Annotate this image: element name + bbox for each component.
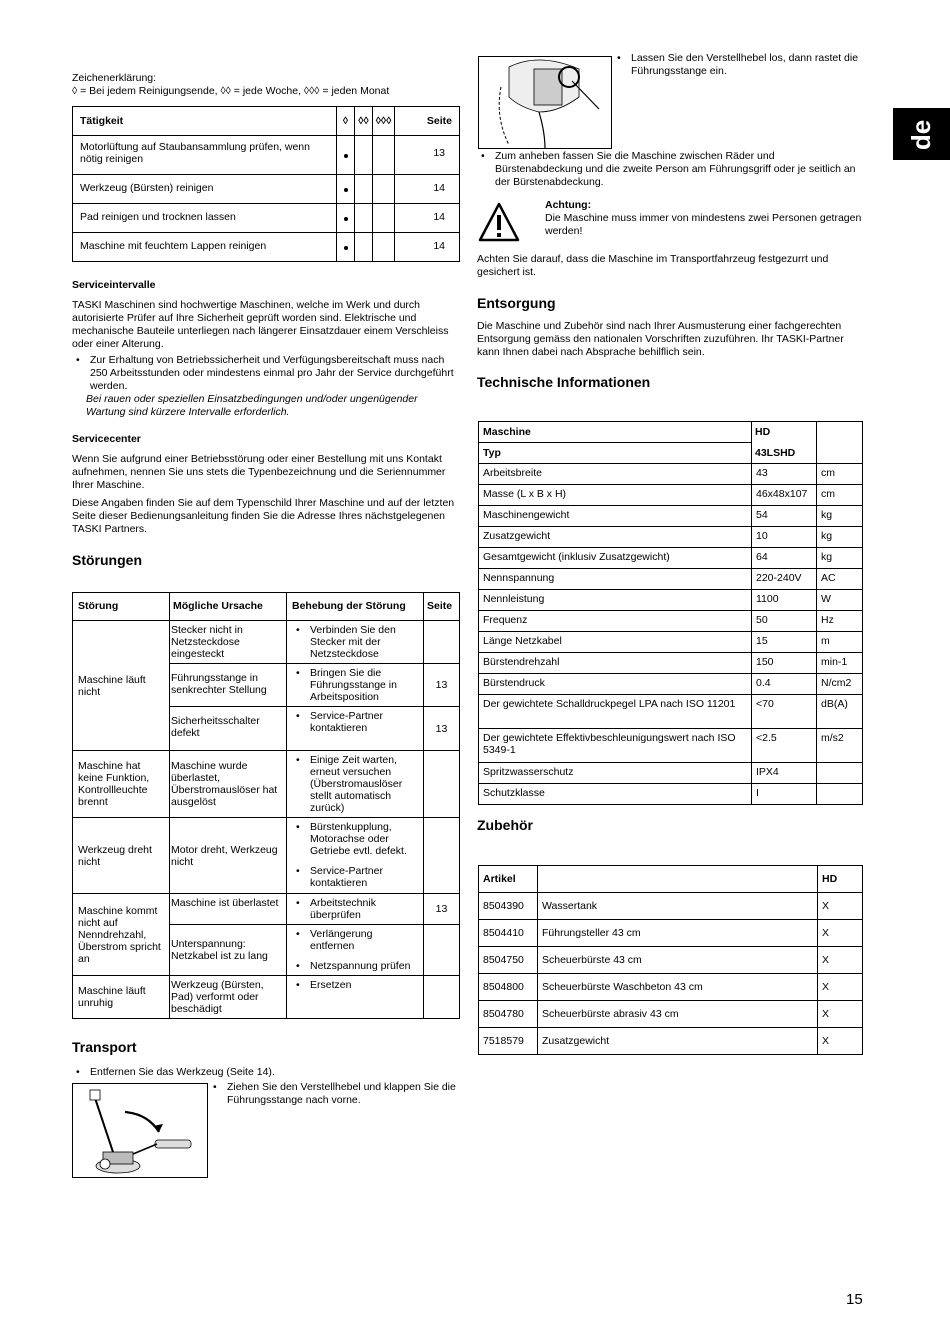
table-row — [479, 674, 863, 695]
table-row: Maschine mit feuchtem Lappen reinigen 14 — [73, 233, 460, 262]
table-row — [479, 569, 863, 590]
table-row — [479, 920, 863, 947]
table-cell: Zusatzgewicht — [538, 1028, 818, 1055]
table-row — [479, 653, 863, 674]
table-row — [479, 893, 863, 920]
table-cell: Bürstendruck — [479, 674, 752, 695]
table-cell: Arbeitsbreite — [479, 464, 752, 485]
table-cell: 1100 — [752, 590, 817, 611]
table-cell: 43 — [752, 464, 817, 485]
table-row — [479, 974, 863, 1001]
transport-bullet-2: • Ziehen Sie den Verstellhebel und klappen Sie die Führungsstange nach vorne. — [209, 1081, 459, 1107]
accessories-title: Zubehör — [477, 817, 533, 833]
th-task: Tätigkeit — [73, 107, 337, 136]
table-cell: N/cm2 — [817, 674, 863, 695]
table-row: Sicherheitsschalter defekt • Service-Partner kontaktieren 13 — [73, 707, 460, 751]
table-cell: 64 — [752, 548, 817, 569]
faults-title: Störungen — [72, 552, 142, 568]
table-row: Führungsstange in senkrechter Stellung • Bringen Sie die Führungsstange in Arbeitsposition 13 — [73, 664, 460, 707]
table-row: Maschine läuft nicht Stecker nicht in Netzsteckdose eingesteckt • Verbinden Sie den Stecker mit der Netzsteckdose — [73, 621, 460, 664]
table-cell: X — [818, 920, 863, 947]
table-row — [479, 506, 863, 527]
table-cell: 10 — [752, 527, 817, 548]
check-dot-icon — [344, 217, 348, 221]
table-cell: kg — [817, 506, 863, 527]
disposal-title: Entsorgung — [477, 295, 556, 311]
warning-icon — [478, 202, 520, 242]
service-intervals — [72, 279, 457, 419]
table-cell: Maschinengewicht — [479, 506, 752, 527]
table-row — [479, 590, 863, 611]
table-row: Pad reinigen und trocknen lassen 14 — [73, 204, 460, 233]
table-cell: X — [818, 947, 863, 974]
table-row: Maschine hat keine Funktion, Kontrollleuchte brennt Maschine wurde überlastet, Überstromauslöser hat ausgelöst • Einige Zeit warten, erneut versuchen (Überstromauslöser stellt automatisch zurück) — [73, 751, 460, 818]
table-cell: cm — [817, 485, 863, 506]
task-table — [72, 106, 460, 262]
table-cell: 50 — [752, 611, 817, 632]
check-dot-icon — [344, 188, 348, 192]
service-center — [72, 433, 460, 536]
table-cell: IPX4 — [752, 763, 817, 784]
table-cell: Hz — [817, 611, 863, 632]
table-cell: Der gewichtete Schalldruckpegel LPA nach ISO 11201 — [479, 695, 752, 729]
fold-handle-illustration — [72, 1083, 208, 1178]
table-cell: Scheuerbürste 43 cm — [538, 947, 818, 974]
table-row — [479, 784, 863, 805]
warning-title: Achtung: — [545, 199, 592, 211]
table-cell: 8504410 — [479, 920, 538, 947]
th-d3: ◊◊◊ — [373, 107, 395, 136]
table-cell: AC — [817, 569, 863, 590]
transport-bullet-1: • Entfernen Sie das Werkzeug (Seite 14). — [72, 1066, 460, 1079]
table-cell: 8504390 — [479, 893, 538, 920]
table-cell: 150 — [752, 653, 817, 674]
table-cell: 220-240V — [752, 569, 817, 590]
language-tab-label: de — [906, 119, 936, 151]
table-row — [479, 485, 863, 506]
table-cell: Wassertank — [538, 893, 818, 920]
table-cell: 8504750 — [479, 947, 538, 974]
table-cell: 54 — [752, 506, 817, 527]
transport-title: Transport — [72, 1039, 137, 1055]
faults-table: Störung Mögliche Ursache Behebung der Störung Seite Maschine läuft nicht Stecker nicht in Netzsteckdose eingesteckt • Verbinden Sie den Stecker mit der Netzsteckdose Führungsstange in senkrechter Stellung • Bringen Sie die Führungsstange in Arbeitsposition 13 Sicherheitsschalter defekt • Service-Partner kontaktieren 13 Maschine hat keine Funktion, Kontrollleuchte brennt Maschine wurde überlastet, Überstromauslöser hat ausgelöst • Einige Zeit warten, erneut versuchen (Überstromauslöser stellt automatisch zurück) Werkzeug dreht nicht Motor dreht, Werkzeug nicht • Bürstenkupplung, Motorachse oder Getriebe evtl. defekt. • Service-Partner kontaktieren Maschine kommt nicht auf Nenndrehzahl, Überstrom spricht an Maschine ist überlastet • Arbeitstechnik überprüfen 13 Unterspannung: Netzkabel ist zu lang • Verlängerung entfernen • Netzspannung prüfen Maschine läuft unruhig Werkzeug (Bürsten, Pad) verformt oder beschädigt • Ersetzen — [72, 592, 460, 1019]
table-cell: Zusatzgewicht — [479, 527, 752, 548]
table-row: Unterspannung: Netzkabel ist zu lang • Verlängerung entfernen • Netzspannung prüfen — [73, 925, 460, 976]
th-d2: ◊◊ — [355, 107, 373, 136]
table-cell: X — [818, 1001, 863, 1028]
th-page: Seite — [395, 107, 460, 136]
table-cell: cm — [817, 464, 863, 485]
service-intervals-note: Bei rauen oder speziellen Einsatzbedingungen und/oder ungenügender Wartung sind kürzere Intervalle erforderlich. — [86, 393, 418, 418]
service-intervals-title: Serviceintervalle — [72, 279, 156, 291]
table-cell: <2.5 — [752, 729, 817, 763]
service-center-p2: Diese Angaben finden Sie auf dem Typenschild Ihrer Maschine und auf der letzten Seite dieser Bedienungsanleitung finden Sie die Adresse Ihres nächstgelegenen TASKI Partners. — [72, 497, 455, 535]
table-cell: Scheuerbürste abrasiv 43 cm — [538, 1001, 818, 1028]
table-cell: X — [818, 974, 863, 1001]
language-tab — [893, 108, 950, 160]
table-cell: min-1 — [817, 653, 863, 674]
table-row — [479, 729, 863, 763]
table-cell: <70 — [752, 695, 817, 729]
table-cell: Scheuerbürste Waschbeton 43 cm — [538, 974, 818, 1001]
table-cell: X — [818, 893, 863, 920]
table-cell: Frequenz — [479, 611, 752, 632]
transport-bullet-3: • Lassen Sie den Verstellhebel los, dann rastet die Führungsstange ein. — [613, 52, 873, 78]
table-row — [479, 632, 863, 653]
table-cell: Nennspannung — [479, 569, 752, 590]
service-intervals-text: TASKI Maschinen sind hochwertige Maschinen, welche im Werk und durch autorisierte Prüfer auf Ihre Sicherheit geprüft worden sind. Elektrische und mechanische Bauteile unterliegen nach längerer Einsatzdauer einem Verschleiss oder einer Alterung. — [72, 299, 449, 350]
tech-title: Technische Informationen — [477, 374, 651, 390]
table-cell: Der gewichtete Effektivbeschleunigungswert nach ISO 5349-1 — [479, 729, 752, 763]
table-cell: 8504780 — [479, 1001, 538, 1028]
table-cell: Führungsteller 43 cm — [538, 920, 818, 947]
table-cell: 7518579 — [479, 1028, 538, 1055]
page-number: 15 — [846, 1291, 863, 1308]
table-cell: Spritzwasserschutz — [479, 763, 752, 784]
table-cell: dB(A) — [817, 695, 863, 729]
warning-text: Die Maschine muss immer von mindestens zwei Personen getragen werden! — [545, 212, 862, 237]
transport-bullet-4: • Zum anheben fassen Sie die Maschine zwischen Räder und Bürstenabdeckung und die zweite Person am Führungsgriff oder je seitlich an der Bürstenabdeckung. — [477, 150, 865, 189]
transport-note: Achten Sie darauf, dass die Maschine im Transportfahrzeug festgezurrt und gesichert ist. — [477, 253, 829, 278]
accessories-table: Artikel HD 8504390 Wassertank X 8504410 Führungsteller 43 cm X 8504750 Scheuerbürste 43 cm X 8504800 Scheuerbürste Waschbeton 43 cm X 8504780 Scheuerbürste abrasiv 43 cm X 7518579 Zusatzgewicht X — [478, 865, 863, 1055]
table-row — [479, 695, 863, 729]
table-row: Maschine kommt nicht auf Nenndrehzahl, Überstrom spricht an Maschine ist überlastet • Arbeitstechnik überprüfen 13 — [73, 894, 460, 925]
warning-box — [545, 199, 865, 238]
table-cell: Schutzklasse — [479, 784, 752, 805]
table-cell: 8504800 — [479, 974, 538, 1001]
table-cell: m — [817, 632, 863, 653]
table-cell: kg — [817, 548, 863, 569]
tech-table: Maschine HD Typ 43LSHD Arbeitsbreite 43 cm Masse (L x B x H) 46x48x107 cm Maschinengewicht 54 kg Zusatzgewicht 10 kg Gesamtgewicht (inklusiv Zusatzgewicht) 64 kg Nennspannung 220-240V AC Nennleistung 1100 W Frequenz 50 Hz Länge Netzkabel 15 m Bürstendrehzahl 150 min-1 Bürstendruck 0.4 N/cm2 Der gewichtete Schalldruckpegel LPA nach ISO 11201 <70 dB(A) Der gewichtete Effektivbeschleunigungswert nach ISO 5349-1 <2.5 m/s2 Spritzwasserschutz IPX4 Schutzklasse I — [478, 421, 863, 805]
check-dot-icon — [344, 154, 348, 158]
table-cell: Masse (L x B x H) — [479, 485, 752, 506]
table-cell: Länge Netzkabel — [479, 632, 752, 653]
table-row — [479, 611, 863, 632]
table-cell: 15 — [752, 632, 817, 653]
lever-illustration — [478, 56, 612, 149]
table-row — [479, 527, 863, 548]
table-cell: X — [818, 1028, 863, 1055]
table-row: Werkzeug (Bürsten) reinigen 14 — [73, 175, 460, 204]
service-center-title: Servicecenter — [72, 433, 141, 445]
table-row: Werkzeug dreht nicht Motor dreht, Werkzeug nicht • Bürstenkupplung, Motorachse oder Getriebe evtl. defekt. • Service-Partner kontaktieren — [73, 818, 460, 894]
legend-text: ◊ = Bei jedem Reinigungsende, ◊◊ = jede Woche, ◊◊◊ = jeden Monat — [72, 85, 390, 97]
th-d1: ◊ — [337, 107, 355, 136]
table-cell: I — [752, 784, 817, 805]
table-row: Motorlüftung auf Staubansammlung prüfen, wenn nötig reinigen 13 — [73, 136, 460, 175]
service-intervals-bullet: • Zur Erhaltung von Betriebssicherheit und Verfügungsbereitschaft muss nach 250 Arbeitsstunden oder mindestens einmal pro Jahr der Service durchgeführt werden. — [72, 354, 457, 393]
table-cell: m/s2 — [817, 729, 863, 763]
legend — [72, 72, 462, 98]
legend-title: Zeichenerklärung: — [72, 72, 157, 84]
table-cell: Nennleistung — [479, 590, 752, 611]
table-cell: kg — [817, 527, 863, 548]
table-row — [479, 548, 863, 569]
table-row — [479, 763, 863, 784]
table-cell — [817, 784, 863, 805]
table-cell: W — [817, 590, 863, 611]
table-cell: Bürstendrehzahl — [479, 653, 752, 674]
table-row — [479, 464, 863, 485]
table-row — [479, 947, 863, 974]
table-row — [479, 1028, 863, 1055]
table-cell: Gesamtgewicht (inklusiv Zusatzgewicht) — [479, 548, 752, 569]
service-center-p1: Wenn Sie aufgrund einer Betriebsstörung oder einer Bestellung mit uns Kontakt aufnehmen, nennen Sie uns stets die Typenbezeichnung und die Seriennummer Ihrer Maschine. — [72, 453, 446, 491]
table-cell — [817, 763, 863, 784]
check-dot-icon — [344, 246, 348, 250]
table-cell: 0.4 — [752, 674, 817, 695]
disposal-text: Die Maschine und Zubehör sind nach Ihrer Ausmusterung einer fachgerechten Entsorgung gemäss den nationalen Vorschriften zuzuführen. Ihr TASKI-Partner kann Ihnen dabei nach Absprache behilflich sein. — [477, 320, 844, 358]
table-row — [479, 1001, 863, 1028]
table-row: Maschine läuft unruhig Werkzeug (Bürsten, Pad) verformt oder beschädigt • Ersetzen — [73, 976, 460, 1019]
table-cell: 46x48x107 — [752, 485, 817, 506]
